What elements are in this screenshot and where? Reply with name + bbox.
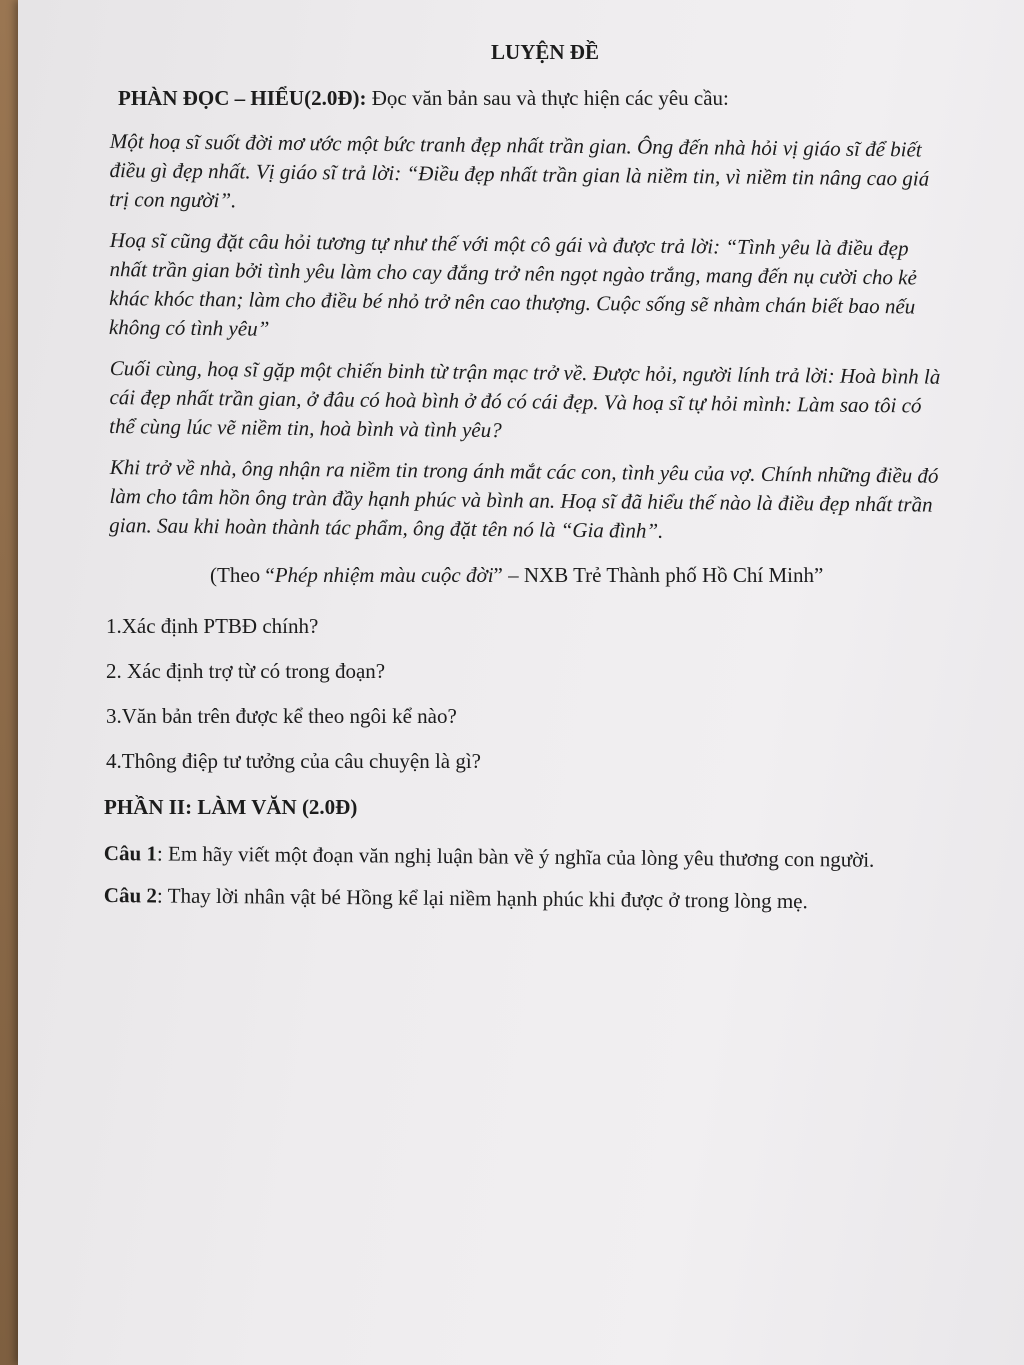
question-2: 2. Xác định trợ từ có trong đoạn?: [106, 659, 386, 683]
question-3: 3.Văn bản trên được kể theo ngôi kể nào?: [106, 704, 457, 728]
task-2-text: : Thay lời nhân vật bé Hồng kể lại niềm hạnh phúc khi được ở trong lòng mẹ.: [156, 883, 808, 914]
part1-instruction: Đọc văn bản sau và thực hiện các yêu cầu:: [371, 86, 729, 110]
passage-paragraph-2: Hoạ sĩ cũng đặt câu hỏi tương tự như thế với một cô gái và được trả lời: “Tình yêu là điều đẹp nhất trần gian bởi tình yêu làm cho cay đắng trở nên ngọt ngào trắng, mang đến nụ cười cho kẻ khác khóc than; làm cho điều bé nhỏ trở nên cao thượng. Cuộc sống sẽ nhàm chán biết bao nếu không có tình yêu”: [108, 227, 918, 341]
source-title: Phép nhiệm màu cuộc đời: [274, 563, 494, 587]
passage-source: [210, 560, 950, 590]
source-prefix: (Theo “: [210, 563, 275, 587]
part1-heading: PHÀN ĐỌC – HIỂU(2.0Đ):: [118, 86, 367, 110]
task-1: [104, 838, 950, 875]
part1-heading-line: [118, 83, 950, 113]
passage-paragraph-4: Khi trở về nhà, ông nhận ra niềm tin trong ánh mắt các con, tình yêu của vợ. Chính những điều đó làm cho tâm hồn ông tràn đầy hạnh phúc và bình an. Hoạ sĩ đã hiểu thế nào là điều đẹp nhất trần gian. Sau khi hoàn thành tác phẩm, ông đặt tên nó là “Gia đình”.: [109, 454, 939, 543]
question-4: 4.Thông điệp tư tưởng của câu chuyện là gì?: [106, 749, 482, 773]
paper-sheet: [18, 0, 1024, 1365]
task-1-text: : Em hãy viết một đoạn văn nghị luận bàn về ý nghĩa của lòng yêu thương con người.: [156, 841, 875, 872]
document-content: [103, 40, 950, 922]
passage-paragraph-3: Cuối cùng, hoạ sĩ gặp một chiến binh từ trận mạc trở về. Được hỏi, người lính trả lời: Hoà bình là cái đẹp nhất trần gian, ở đâu có hoà bình ở đó có cái đẹp. Và hoạ sĩ tự hỏi mình: Làm sao tôi có thể cùng lúc vẽ niềm tin, hoà bình và tình yêu?: [109, 355, 941, 443]
passage-paragraph-1: Một hoạ sĩ suốt đời mơ ước một bức tranh đẹp nhất trần gian. Ông đến nhà hỏi vị giáo sĩ để biết điều gì đẹp nhất. Vị giáo sĩ trả lời: “Điều đẹp nhất trần gian là niềm tin, vì niềm tin nâng cao giá trị con người”.: [109, 128, 930, 213]
reading-passage: [108, 127, 950, 543]
task-2-label: Câu 2: [103, 882, 158, 908]
source-suffix: ” – NXB Trẻ Thành phố Hồ Chí Minh”: [493, 563, 824, 587]
part2-heading: PHẦN II: LÀM VĂN (2.0Đ): [104, 795, 358, 819]
question-1: 1.Xác định PTBĐ chính?: [106, 614, 319, 638]
document-title: LUYỆN ĐỀ: [491, 40, 599, 64]
task-1-label: Câu 1: [103, 840, 158, 866]
task-2: [104, 880, 950, 917]
